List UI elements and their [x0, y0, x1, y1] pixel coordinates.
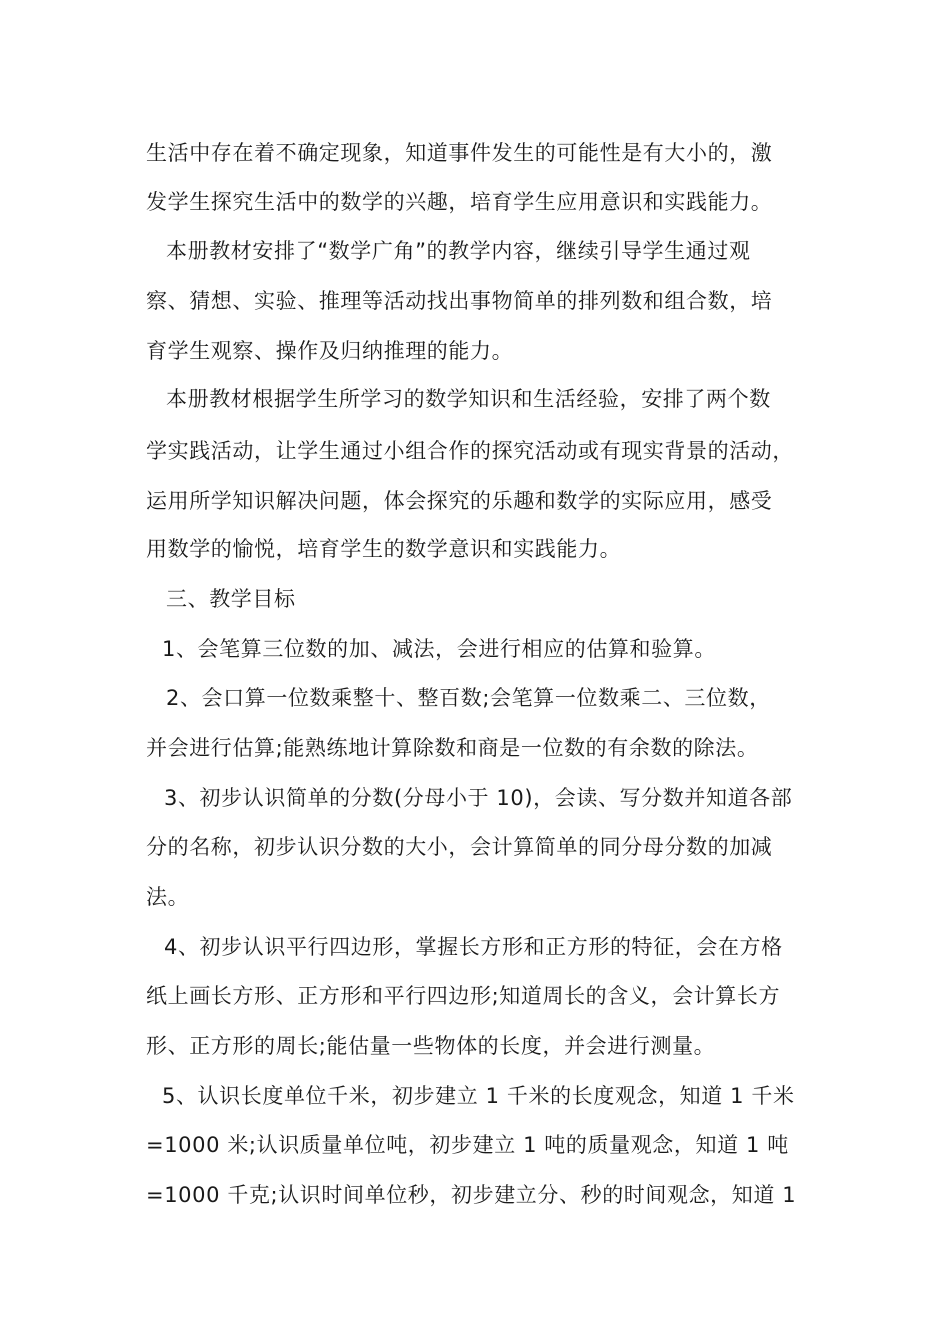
paragraph-start-line: 本册教材安排了“数学广角”的教学内容，继续引导学生通过观	[166, 239, 751, 263]
text-line: 学实践活动，让学生通过小组合作的探究活动或有现实背景的活动，	[146, 439, 794, 463]
text-line: 形、正方形的周长;能估量一些物体的长度，并会进行测量。	[146, 1034, 716, 1058]
paragraph-start-line: 本册教材根据学生所学习的数学知识和生活经验，安排了两个数	[166, 387, 771, 411]
objective-item: 4、初步认识平行四边形，掌握长方形和正方形的特征，会在方格	[164, 935, 783, 959]
section-heading: 三、教学目标	[166, 587, 296, 611]
text-line: 法。	[146, 885, 190, 909]
objective-item: 2、会口算一位数乘整十、整百数;会笔算一位数乘二、三位数，	[166, 686, 771, 710]
text-line: 发学生探究生活中的数学的兴趣，培育学生应用意识和实践能力。	[146, 190, 773, 214]
text-line: 育学生观察、操作及归纳推理的能力。	[146, 339, 514, 363]
text-line: =1000 米;认识质量单位吨，初步建立 1 吨的质量观念，知道 1 吨	[146, 1133, 789, 1157]
text-line: =1000 千克;认识时间单位秒，初步建立分、秒的时间观念，知道 1	[146, 1183, 797, 1207]
text-line: 并会进行估算;能熟练地计算除数和商是一位数的有余数的除法。	[146, 736, 759, 760]
objective-item: 3、初步认识简单的分数(分母小于 10)，会读、写分数并知道各部	[164, 786, 793, 810]
objective-item: 1、会笔算三位数的加、减法，会进行相应的估算和验算。	[162, 637, 716, 661]
objective-item: 5、认识长度单位千米，初步建立 1 千米的长度观念，知道 1 千米	[162, 1084, 795, 1108]
text-line: 运用所学知识解决问题，体会探究的乐趣和数学的实际应用，感受	[146, 489, 773, 513]
text-line: 分的名称，初步认识分数的大小，会计算简单的同分母分数的加减	[146, 835, 773, 859]
text-line: 察、猜想、实验、推理等活动找出事物简单的排列数和组合数，培	[146, 289, 773, 313]
text-line: 生活中存在着不确定现象，知道事件发生的可能性是有大小的，激	[146, 141, 773, 165]
text-line: 用数学的愉悦，培育学生的数学意识和实践能力。	[146, 537, 622, 561]
text-line: 纸上画长方形、正方形和平行四边形;知道周长的含义，会计算长方	[146, 984, 781, 1008]
